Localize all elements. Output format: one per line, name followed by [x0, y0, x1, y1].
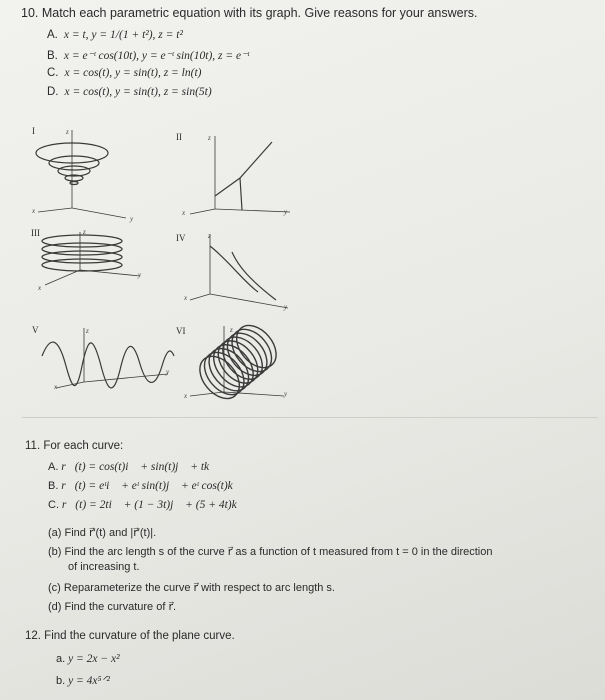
q10-eq-a — [47, 29, 183, 41]
graph-iii-x-label: x — [38, 284, 42, 292]
graph-iii-label: III — [31, 228, 40, 238]
q12-item-b-label: b. — [56, 675, 66, 687]
q12-item-a-text: y = 2x − x² — [68, 653, 120, 665]
graph-v-y-label: y — [166, 368, 170, 376]
graph-iii — [30, 230, 160, 300]
graph-i-x-label: x — [32, 207, 36, 215]
q11-part-c-label: (c) — [48, 582, 61, 594]
graph-iii-plot — [30, 230, 160, 300]
graph-vi — [180, 324, 300, 404]
graph-v-z-label: z — [86, 327, 89, 335]
q10-eq-a-label: A. — [47, 29, 58, 41]
graph-i — [30, 128, 180, 228]
graph-iv-label: IV — [176, 233, 186, 243]
q11-part-a — [48, 526, 156, 539]
graph-iv-z-label: z — [208, 232, 211, 240]
graph-i-x-axis — [38, 208, 72, 212]
graph-vi-plot — [180, 324, 300, 404]
q11-part-b-text: Find the arc length s of the curve r⃗ as a function of t measured from t = 0 in the direction — [64, 546, 493, 558]
q11-part-b-cont-text: of increasing t. — [68, 561, 140, 573]
q10-eq-a-text: x = t, y = 1/(1 + t²), z = t² — [63, 29, 183, 41]
q12-item-a-label: a. — [56, 653, 66, 665]
graph-i-z-label: z — [66, 128, 69, 136]
q10-eq-d-label: D. — [47, 86, 59, 98]
graph-i-y-axis — [72, 208, 126, 218]
graph-v-wave — [42, 342, 174, 388]
q11-part-d — [48, 600, 176, 613]
q11-curve-b — [48, 480, 242, 492]
graph-v-plot — [38, 326, 178, 410]
graph-iv-x-label: x — [184, 294, 188, 302]
graph-ii-y-label: y — [284, 208, 288, 216]
graph-ii-x-label: x — [182, 209, 186, 217]
graph-v — [38, 326, 178, 410]
q11-part-a-text: Find r⃗′(t) and |r⃗′(t)|. — [64, 527, 157, 539]
graph-iv-curve-a — [210, 246, 258, 292]
graph-vi-y-label: y — [284, 390, 288, 398]
q11-part-a-label: (a) — [48, 527, 62, 539]
graph-ii-curve-upper — [215, 142, 272, 196]
q11-part-b — [48, 545, 492, 558]
q10-eq-b-label: B. — [47, 50, 58, 62]
graph-vi-coil-group — [192, 324, 284, 404]
graph-ii-plot — [180, 134, 300, 224]
graph-iii-coil-4 — [42, 259, 122, 271]
q12-title: 12. Find the curvature of the plane curve. — [25, 630, 235, 642]
q11-curve-a — [48, 461, 218, 473]
q12-item-b — [56, 673, 110, 687]
q11-curve-b-text: r⃗(t) = eᵗi⃗ + eᵗ sin(t)j⃗ + eᵗ cos(t)k⃗ — [61, 480, 242, 492]
q11-curve-a-text: r⃗(t) = cos(t)i⃗ + sin(t)j⃗ + tk⃗ — [61, 461, 219, 473]
graph-vi-label: VI — [176, 326, 186, 336]
q10-eq-c-label: C. — [47, 67, 59, 79]
graph-iii-y-label: y — [138, 271, 142, 279]
graph-ii-z-label: z — [208, 134, 211, 142]
q11-curve-c-label: C. — [48, 499, 59, 511]
q11-part-d-label: (d) — [48, 601, 62, 613]
graph-v-x-label: x — [54, 383, 58, 391]
q11-curve-c — [48, 499, 246, 511]
q10-title: 10. Match each parametric equation with its graph. Give reasons for your answers. — [21, 6, 478, 20]
q11-title: 11. For each curve: — [25, 440, 124, 452]
graph-iv-y-axis — [210, 294, 288, 308]
graph-iv-curve-b — [232, 252, 276, 300]
graph-vi-z-label: z — [230, 326, 233, 334]
graph-iv-plot — [180, 232, 300, 312]
q10-eq-c — [47, 67, 201, 79]
q11-part-c-text: Reparameterize the curve r⃗ with respect to arc length s. — [63, 582, 335, 594]
graph-iv — [180, 232, 300, 312]
q11-part-b-cont — [68, 561, 140, 573]
q11-curve-b-label: B. — [48, 480, 59, 492]
q10-eq-d — [47, 86, 212, 98]
graph-iv-y-label: y — [284, 303, 288, 311]
q10-eq-c-text: x = cos(t), y = sin(t), z = ln(t) — [64, 67, 202, 79]
graph-i-label: I — [32, 126, 35, 136]
q11-curve-c-text: r⃗(t) = 2ti⃗ + (1 − 3t)j⃗ + (5 + 4t)k⃗ — [61, 499, 246, 511]
graph-ii-label: II — [176, 132, 182, 142]
q11-part-d-text: Find the curvature of r⃗. — [64, 601, 177, 613]
q10-eq-d-text: x = cos(t), y = sin(t), z = sin(5t) — [64, 86, 212, 98]
q12-item-b-text: y = 4x⁵ᐟ² — [68, 675, 110, 687]
graph-ii-curve-lower — [240, 178, 242, 210]
graph-ii-y-axis — [215, 209, 290, 212]
q10-eq-b-text: x = e⁻ᵗ cos(10t), y = e⁻ᵗ sin(10t), z = e⁻ᵗ — [63, 50, 250, 62]
graph-i-y-label: y — [130, 215, 134, 223]
q11-part-c — [48, 581, 335, 594]
graph-iv-x-axis — [190, 294, 210, 300]
q10-eq-b — [47, 48, 249, 62]
graph-i-spiral-5 — [70, 182, 78, 185]
graph-ii-x-axis — [190, 209, 215, 214]
graph-iii-x-axis — [45, 270, 80, 285]
graph-vi-x-label: x — [184, 392, 188, 400]
graph-v-label: V — [32, 325, 39, 335]
q11-part-b-label: (b) — [48, 546, 62, 558]
graph-i-plot — [30, 128, 180, 228]
q11-curve-a-label: A. — [48, 461, 59, 473]
section-divider — [22, 417, 598, 418]
q12-item-a — [56, 653, 120, 665]
graph-iii-z-label: z — [83, 228, 86, 236]
graph-ii — [180, 134, 300, 224]
graph-vi-x-axis — [190, 392, 224, 396]
graph-v-x-axis — [56, 382, 84, 388]
